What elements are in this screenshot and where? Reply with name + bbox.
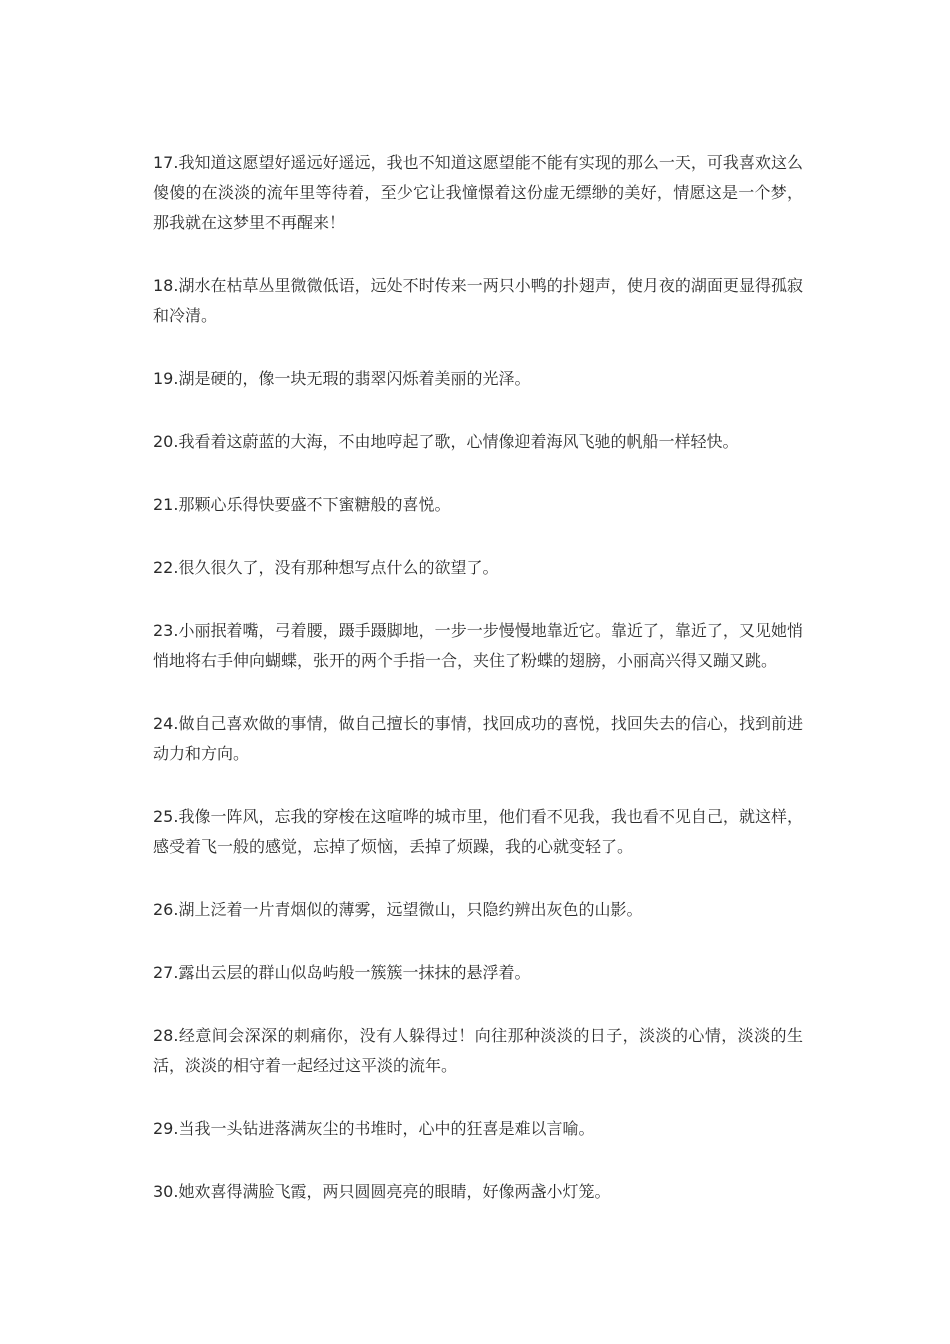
paragraph-28: 28.经意间会深深的刺痛你，没有人躲得过！向往那种淡淡的日子，淡淡的心情，淡淡的生活，淡淡的相守着一起经过这平淡的流年。	[153, 1026, 803, 1075]
paragraph-18: 18.湖水在枯草丛里微微低语，远处不时传来一两只小鸭的扑翅声，使月夜的湖面更显得孤寂和冷清。	[153, 276, 803, 325]
paragraph-24: 24.做自己喜欢做的事情，做自己擅长的事情，找回成功的喜悦，找回失去的信心，找到前进动力和方向。	[153, 714, 803, 763]
paragraph-17: 17.我知道这愿望好遥远好遥远，我也不知道这愿望能不能有实现的那么一天，可我喜欢这么傻傻的在淡淡的流年里等待着，至少它让我憧憬着这份虚无缥缈的美好，情愿这是一个梦，那我就在这梦里不再醒来！	[153, 153, 803, 232]
paragraph-25: 25.我像一阵风，忘我的穿梭在这喧哗的城市里，他们看不见我，我也看不见自己，就这样，感受着飞一般的感觉，忘掉了烦恼，丢掉了烦躁，我的心就变轻了。	[153, 807, 803, 856]
paragraph-22: 22.很久很久了，没有那种想写点什么的欲望了。	[153, 558, 499, 577]
paragraph-26: 26.湖上泛着一片青烟似的薄雾，远望微山，只隐约辨出灰色的山影。	[153, 900, 643, 919]
paragraph-30: 30.她欢喜得满脸飞霞，两只圆圆亮亮的眼睛，好像两盏小灯笼。	[153, 1182, 611, 1201]
paragraph-27: 27.露出云层的群山似岛屿般一簇簇一抹抹的悬浮着。	[153, 963, 531, 982]
paragraph-20: 20.我看着这蔚蓝的大海，不由地哼起了歌，心情像迎着海风飞驰的帆船一样轻快。	[153, 432, 739, 451]
document-body	[153, 148, 803, 1207]
paragraph-23: 23.小丽抿着嘴，弓着腰，蹑手蹑脚地，一步一步慢慢地靠近它。靠近了，靠近了，又见她悄悄地将右手伸向蝴蝶，张开的两个手指一合，夹住了粉蝶的翅膀，小丽高兴得又蹦又跳。	[153, 621, 803, 670]
paragraph-19: 19.湖是硬的，像一块无瑕的翡翠闪烁着美丽的光泽。	[153, 369, 531, 388]
paragraph-21: 21.那颗心乐得快要盛不下蜜糖般的喜悦。	[153, 495, 451, 514]
paragraph-29: 29.当我一头钻进落满灰尘的书堆时，心中的狂喜是难以言喻。	[153, 1119, 595, 1138]
